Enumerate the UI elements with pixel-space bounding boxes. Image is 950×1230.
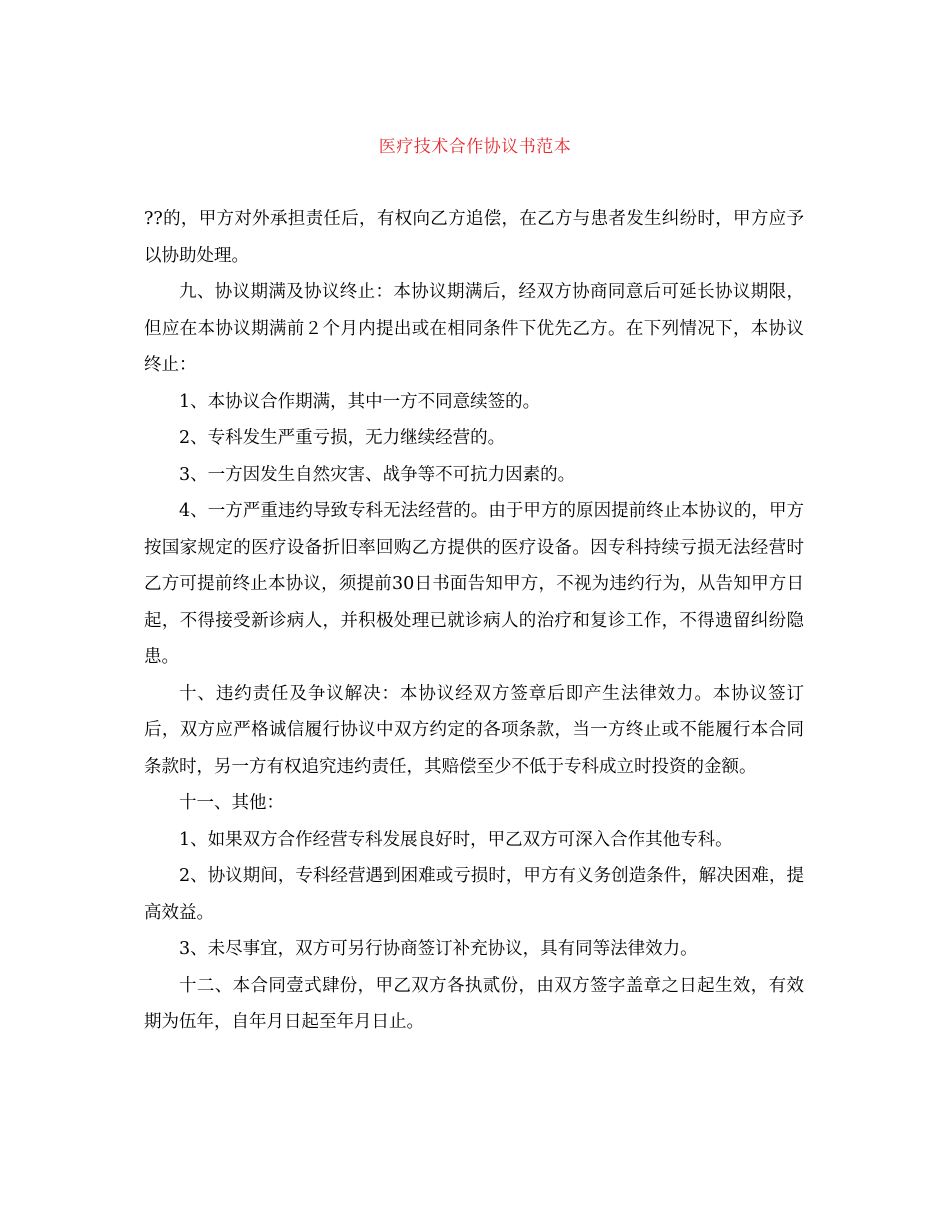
- paragraph-other-2: 2、协议期间，专科经营遇到困难或亏损时，甲方有义务创造条件，解决困难，提高效益。: [144, 866, 804, 923]
- paragraph-item-1: 1、本协议合作期满，其中一方不同意续签的。: [179, 391, 541, 412]
- paragraph-item-3: 3、一方因发生自然灾害、战争等不可抗力因素的。: [179, 464, 576, 485]
- paragraph-section-9: 九、协议期满及协议终止：本协议期满后，经双方协商同意后可延长协议期限，但应在本协议期满前２个月内提出或在相同条件下优先乙方。在下列情况下，本协议终止：: [144, 282, 804, 375]
- paragraph-other-1: 1、如果双方合作经营专科发展良好时，甲乙双方可深入合作其他专科。: [179, 829, 733, 850]
- paragraph-item-2: 2、专科发生严重亏损，无力继续经营的。: [179, 428, 506, 448]
- paragraph-other-3: 3、未尽事宜，双方可另行协商签订补充协议，具有同等法律效力。: [179, 939, 698, 959]
- paragraph-section-10: 十、违约责任及争议解决：本协议经双方签章后即产生法律效力。本协议签订后，双方应严格诚信履行协议中双方约定的各项条款，当一方终止或不能履行本合同条款时，另一方有权追究违约责任，其赔偿至少不低于专科成立时投资的金额。: [144, 683, 804, 777]
- paragraph-section-11: 十一、其他：: [179, 793, 284, 813]
- paragraph-continuation: ??的，甲方对外承担责任后，有权向乙方追偿，在乙方与患者发生纠纷时，甲方应予以协助处理。: [144, 209, 804, 266]
- paragraph-item-4: 4、一方严重违约导致专科无法经营的。由于甲方的原因提前终止本协议的，甲方按国家规定的医疗设备折旧率回购乙方提供的医疗设备。因专科持续亏损无法经营时乙方可提前终止本协议，须提前30日书面告知甲方，不视为违约行为，从告知甲方日起，不得接受新诊病人，并积极处理已就诊病人的治疗和复诊工作，不得遗留纠纷隐患。: [144, 501, 804, 667]
- paragraph-section-12: 十二、本合同壹式肆份，甲乙双方各执贰份，由双方签字盖章之日起生效，有效期为伍年，自年月日起至年月日止。: [144, 975, 804, 1032]
- document-body: [144, 201, 804, 1041]
- document-title: 医疗技术合作协议书范本: [378, 137, 572, 157]
